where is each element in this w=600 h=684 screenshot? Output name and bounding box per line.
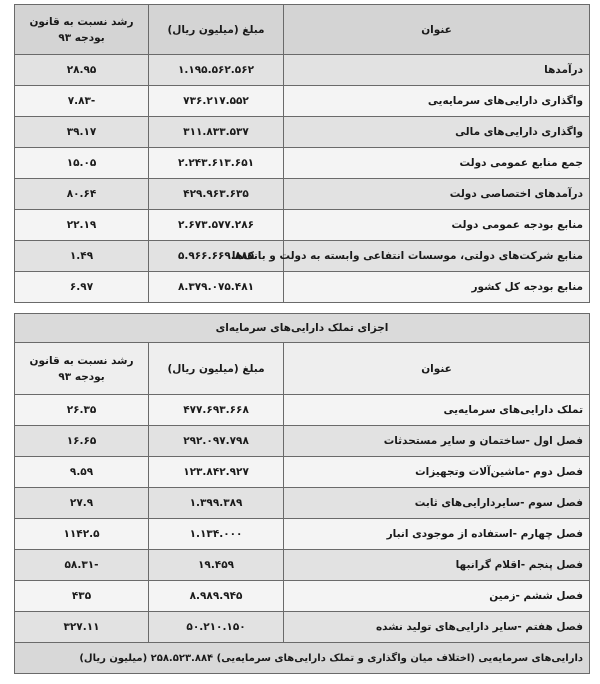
table-row [15,395,590,426]
header-growth: رشد نسبت به قانون بودجه ۹۳ [15,343,149,395]
row-title: جمع منابع عمومی دولت [284,148,590,179]
row-title: فصل هفتم -سایر دارایی‌های تولید نشده [284,612,590,643]
footer-note: دارایی‌های سرمایه‌یی (اختلاف میان واگذاری و تملک دارایی‌های سرمایه‌یی) ۲۵۸.۵۲۳.۸۸۴ (میلیون ریال) [15,643,590,674]
budget-resources-table [14,4,590,303]
row-title: فصل اول -ساختمان و سایر مستحدثات [284,426,590,457]
row-amount: ۵۰.۲۱۰.۱۵۰ [149,612,284,643]
row-growth: ۱۵.۰۵ [15,148,149,179]
row-amount: ۱.۱۳۴.۰۰۰ [149,519,284,550]
table-row [15,148,590,179]
row-growth: ۲۷.۹ [15,488,149,519]
row-title: واگذاری دارایی‌های سرمایه‌یی [284,86,590,117]
table-row [15,117,590,148]
capital-assets-table [14,313,590,674]
table-row [15,612,590,643]
row-title: منابع شرکت‌های دولتی، موسسات انتفاعی وابسته به دولت و بانک‌ها [284,241,590,272]
table-row [15,210,590,241]
row-growth: ۱۱۴۲.۵ [15,519,149,550]
row-growth: ۸۰.۶۴ [15,179,149,210]
table-row [15,488,590,519]
header-amount: مبلغ (میلیون ریال) [149,5,284,55]
footer-row [15,643,590,674]
table-row [15,581,590,612]
row-amount: ۲.۶۷۳.۵۷۷.۲۸۶ [149,210,284,241]
row-amount: ۱.۳۹۹.۳۸۹ [149,488,284,519]
row-amount: ۲.۲۴۳.۶۱۳.۶۵۱ [149,148,284,179]
row-growth: -۷.۸۳ [15,86,149,117]
table-row [15,519,590,550]
row-amount: ۲۹۲.۰۹۷.۷۹۸ [149,426,284,457]
row-title: فصل دوم -ماشین‌آلات وتجهیزات [284,457,590,488]
table-row [15,426,590,457]
row-growth: ۴۳۵ [15,581,149,612]
row-title: فصل ششم -زمین [284,581,590,612]
row-growth: ۳۹.۱۷ [15,117,149,148]
row-growth: ۹.۵۹ [15,457,149,488]
row-amount: ۸.۳۷۹.۰۷۵.۴۸۱ [149,272,284,303]
table-row [15,179,590,210]
header-amount: مبلغ (میلیون ریال) [149,343,284,395]
row-growth: ۳۲۷.۱۱ [15,612,149,643]
header-title: عنوان [284,5,590,55]
row-title: درآمدهای اختصاصی دولت [284,179,590,210]
row-title: واگذاری دارایی‌های مالی [284,117,590,148]
table-row [15,457,590,488]
row-title: درآمدها [284,55,590,86]
row-growth: ۱.۴۹ [15,241,149,272]
section-title: اجزای تملک دارایی‌های سرمایه‌ای [15,314,590,343]
header-title: عنوان [284,343,590,395]
header-growth: رشد نسبت به قانون بودجه ۹۳ [15,5,149,55]
row-title: فصل سوم -سایردارایی‌های ثابت [284,488,590,519]
table-row [15,86,590,117]
row-amount: ۱.۱۹۵.۵۶۲.۵۶۲ [149,55,284,86]
row-amount: ۸.۹۸۹.۹۴۵ [149,581,284,612]
row-amount: ۳۱۱.۸۳۳.۵۳۷ [149,117,284,148]
row-amount: ۵.۹۶۶.۶۶۹.۸۸۵ [149,241,284,272]
row-title: تملک دارایی‌های سرمایه‌یی [284,395,590,426]
section-title-row [15,314,590,343]
row-amount: ۴۲۹.۹۶۳.۶۳۵ [149,179,284,210]
row-title: منابع بودجه عمومی دولت [284,210,590,241]
table-row [15,272,590,303]
row-amount: ۴۷۷.۶۹۳.۶۶۸ [149,395,284,426]
table-row [15,550,590,581]
row-growth: ۲۶.۳۵ [15,395,149,426]
row-amount: ۱۹.۴۵۹ [149,550,284,581]
row-amount: ۱۲۳.۸۴۲.۹۲۷ [149,457,284,488]
row-growth: ۲۸.۹۵ [15,55,149,86]
table-row [15,241,590,272]
row-title: فصل پنجم -اقلام گرانبها [284,550,590,581]
table-header [15,5,590,55]
row-growth: ۶.۹۷ [15,272,149,303]
row-growth: -۵۸.۳۱ [15,550,149,581]
table-row [15,55,590,86]
table-header [15,343,590,395]
row-title: فصل چهارم -استفاده از موجودی انبار [284,519,590,550]
row-growth: ۱۶.۶۵ [15,426,149,457]
row-amount: ۷۳۶.۲۱۷.۵۵۲ [149,86,284,117]
row-growth: ۲۲.۱۹ [15,210,149,241]
row-title: منابع بودجه کل کشور [284,272,590,303]
